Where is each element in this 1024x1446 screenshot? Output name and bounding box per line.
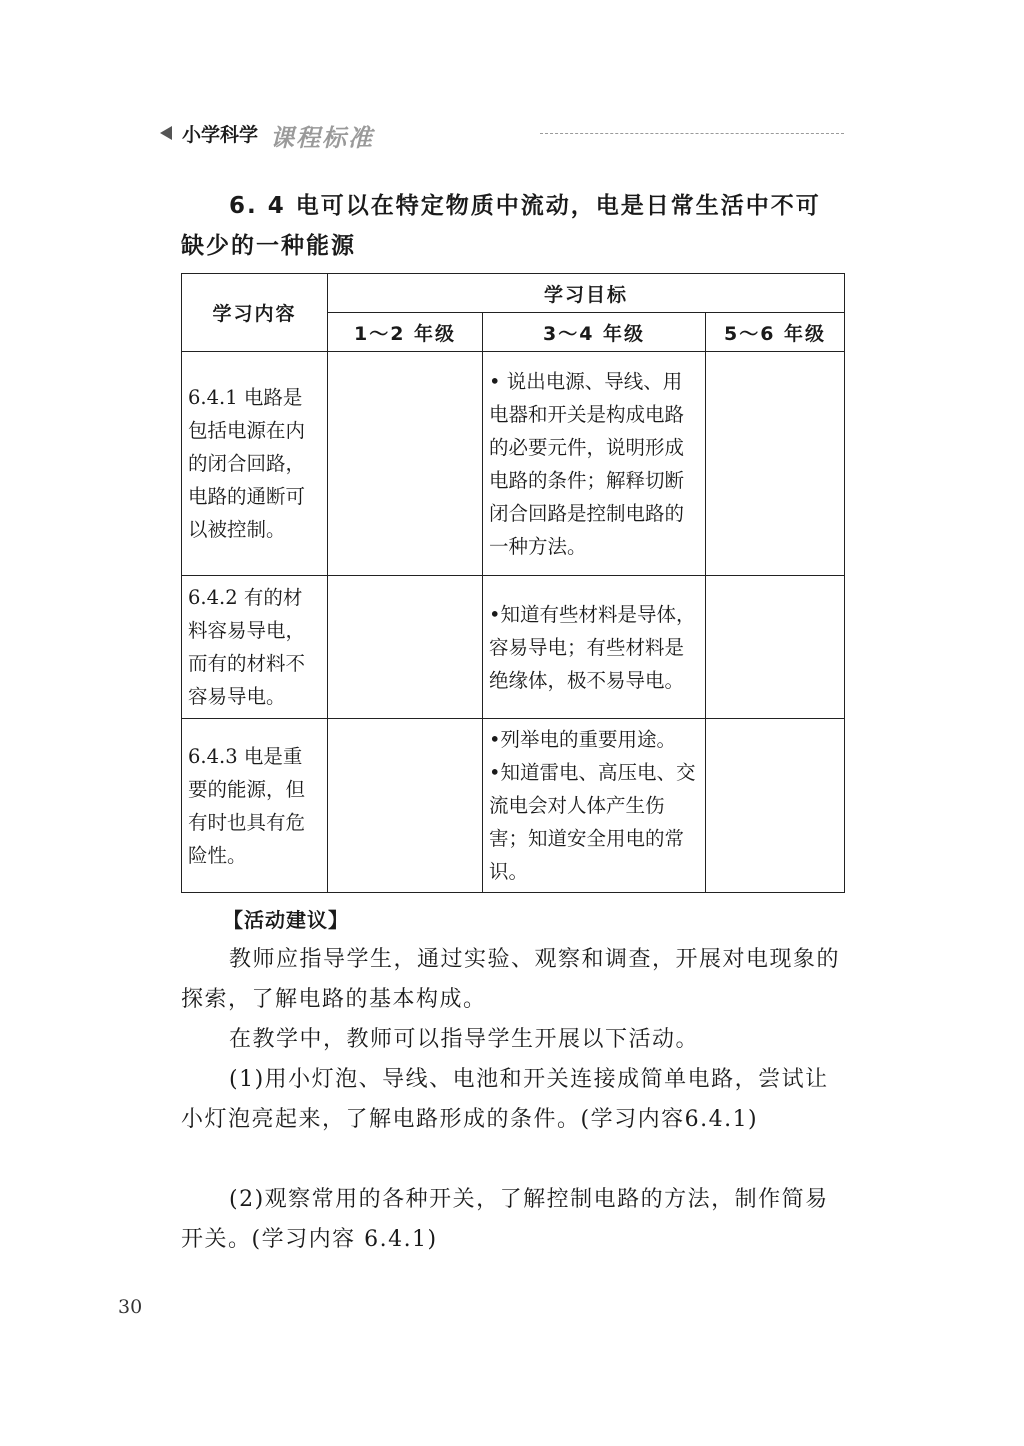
header-grade-5-6: 5～6 年级 — [706, 313, 845, 352]
running-header — [160, 118, 844, 150]
activity-paragraph: 在教学中，教师可以指导学生开展以下活动。 — [229, 1027, 700, 1052]
grade-3-4-cell — [483, 365, 705, 563]
header-learning-content: 学习内容 — [182, 274, 328, 352]
table-row — [182, 576, 845, 719]
header-learning-goals: 学习目标 — [328, 274, 845, 313]
triangle-left-icon — [160, 126, 172, 140]
content-cell: 6.4.1 电路是包括电源在内的闭合回路，电路的通断可以被控制。 — [188, 386, 306, 541]
content-cell: 6.4.3 电是重要的能源，但有时也具有危险性。 — [188, 744, 306, 867]
goal-item: •知道有些材料是导体，容易导电；有些材料是绝缘体，极不易导电。 — [489, 602, 696, 692]
learning-goals-table — [181, 273, 845, 893]
book-title: 小学科学 — [182, 124, 259, 146]
page-number: 30 — [118, 1296, 143, 1318]
activity-item: (1)用小灯泡、导线、电池和开关连接成简单电路，尝试让小灯泡亮起来，了解电路形成的条件。(学习内容6.4.1) — [181, 1067, 829, 1132]
header-dotted-rule — [540, 133, 844, 134]
header-grade-3-4: 3～4 年级 — [483, 313, 706, 352]
grade-3-4-cell — [483, 598, 705, 697]
activity-paragraph: 教师应指导学生，通过实验、观察和调查，开展对电现象的探索，了解电路的基本构成。 — [181, 947, 841, 1012]
table-row — [182, 352, 845, 576]
grade-1-2-cell — [328, 719, 483, 893]
grade-1-2-cell — [328, 352, 483, 576]
grade-5-6-cell — [706, 352, 845, 576]
header-grade-1-2: 1～2 年级 — [328, 313, 483, 352]
section-title: 6. 4 电可以在特定物质中流动，电是日常生活中不可缺少的一种能源 — [181, 193, 821, 259]
activity-item: (2)观察常用的各种开关，了解控制电路的方法，制作简易开关。(学习内容 6.4.1) — [181, 1187, 829, 1252]
grade-1-2-cell — [328, 576, 483, 719]
grade-5-6-cell — [706, 576, 845, 719]
grade-3-4-cell — [483, 723, 705, 888]
goal-item: •知道雷电、高压电、交流电会对人体产生伤害；知道安全用电的常识。 — [489, 761, 696, 883]
book-subtitle: 课程标准 — [270, 123, 374, 152]
content-cell: 6.4.2 有的材料容易导电，而有的材料不容易导电。 — [188, 586, 306, 708]
goal-item: • 说出电源、导线、用电器和开关是构成电路的必要元件，说明形成电路的条件；解释切断闭合回路是控制电路的一种方法。 — [489, 369, 685, 558]
grade-5-6-cell — [706, 719, 845, 893]
activity-heading: 【活动建议】 — [223, 908, 349, 932]
goal-item: •列举电的重要用途。 — [489, 728, 677, 751]
table-row — [182, 719, 845, 893]
